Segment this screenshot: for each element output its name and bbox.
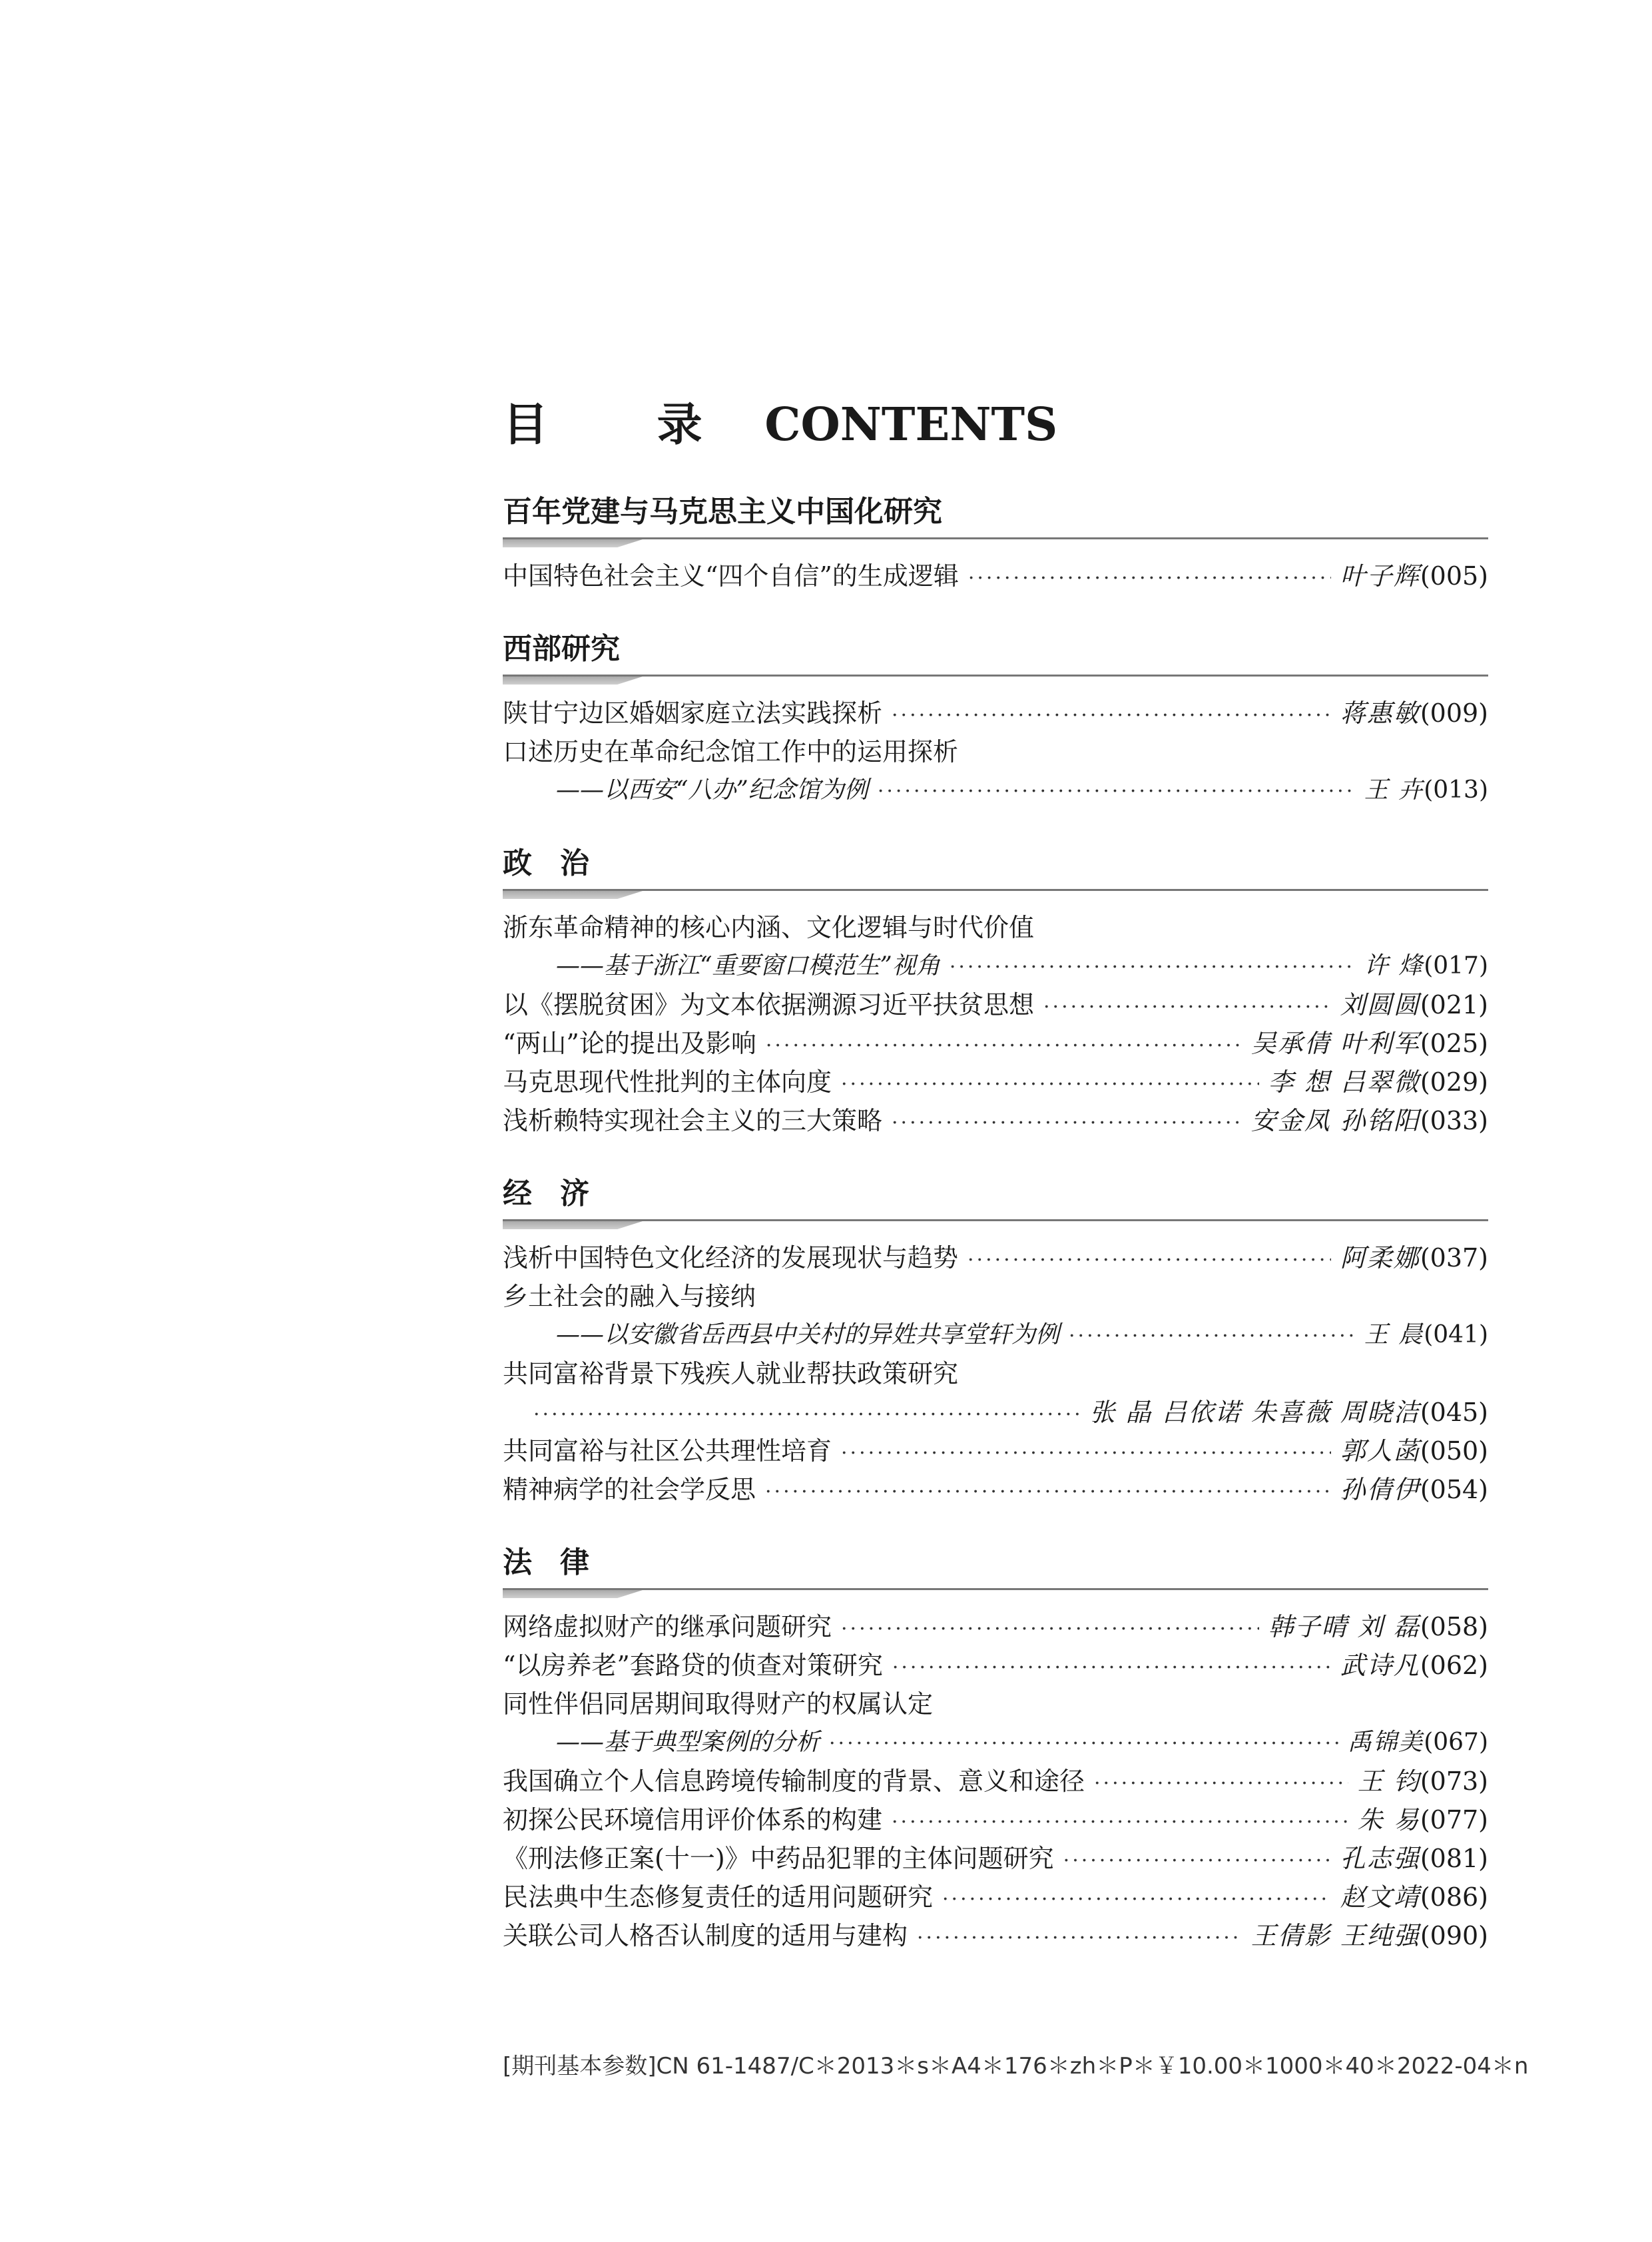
article-author: 郭人菡 bbox=[1340, 1436, 1420, 1466]
toc-entry[interactable] bbox=[503, 694, 1488, 732]
toc-entry[interactable] bbox=[503, 1354, 1488, 1393]
article-author: 安金凤 孙铭阳 bbox=[1250, 1106, 1420, 1135]
dot-leader bbox=[829, 1725, 1338, 1763]
article-author: 蒋惠敏 bbox=[1340, 699, 1420, 728]
dot-leader bbox=[892, 697, 1331, 735]
section-title: 法律 bbox=[503, 1545, 617, 1579]
article-subtitle: ——基于浙江“重要窗口模范生”视角 bbox=[556, 952, 940, 980]
article-subtitle: ——基于典型案例的分析 bbox=[556, 1729, 820, 1756]
article-title: 陕甘宁边区婚姻家庭立法实践探析 bbox=[503, 699, 883, 728]
toc-section bbox=[503, 840, 1488, 1140]
toc-entry[interactable] bbox=[503, 1607, 1488, 1646]
section-divider bbox=[503, 1217, 1488, 1231]
toc-entry[interactable] bbox=[503, 1024, 1488, 1063]
toc-entry[interactable] bbox=[503, 1063, 1488, 1101]
section-title: 西部研究 bbox=[503, 632, 620, 666]
article-subtitle: ——以安徽省岳西县中关村的异姓共享堂轩为例 bbox=[556, 1321, 1060, 1348]
dot-leader bbox=[942, 1880, 1331, 1919]
article-title: 《刑法修正案(十一)》中药品犯罪的主体问题研究 bbox=[503, 1844, 1054, 1873]
page-number: (021) bbox=[1420, 990, 1488, 1019]
article-title: “两山”论的提出及影响 bbox=[503, 1029, 756, 1058]
article-title: 中国特色社会主义“四个自信”的生成逻辑 bbox=[503, 561, 959, 591]
toc-entry[interactable] bbox=[503, 1801, 1488, 1839]
page-number: (058) bbox=[1420, 1612, 1488, 1641]
page-number: (050) bbox=[1420, 1436, 1488, 1466]
page-number: (073) bbox=[1420, 1767, 1488, 1796]
page-number: (090) bbox=[1420, 1921, 1488, 1950]
toc-section bbox=[503, 1540, 1488, 1955]
page-number: (037) bbox=[1420, 1243, 1488, 1272]
article-author: 孔志强 bbox=[1340, 1844, 1420, 1873]
title-chinese: 目 录 bbox=[503, 398, 749, 451]
toc-entry[interactable] bbox=[503, 732, 1488, 771]
toc-entry[interactable] bbox=[503, 985, 1488, 1024]
dot-leader bbox=[765, 1473, 1331, 1512]
article-author: 王 卉 bbox=[1364, 776, 1424, 804]
section-title: 政治 bbox=[503, 846, 617, 880]
article-author: 吴承倩 叶利军 bbox=[1250, 1029, 1420, 1058]
article-title: 精神病学的社会学反思 bbox=[503, 1475, 756, 1504]
article-author: 王 晨 bbox=[1364, 1321, 1424, 1348]
toc-section bbox=[503, 626, 1488, 810]
toc-section bbox=[503, 1171, 1488, 1509]
sections-container bbox=[503, 489, 1488, 1955]
article-author: 武诗凡 bbox=[1340, 1651, 1420, 1680]
journal-parameters: [期刊基本参数]CN 61-1487/C＊2013＊s＊A4＊176＊zh＊P＊￥10.00＊1000＊40＊2022-04＊n bbox=[503, 2053, 1529, 2080]
page-title bbox=[503, 393, 1488, 457]
article-author: 王 钧 bbox=[1357, 1767, 1420, 1796]
toc-subtitle-row[interactable] bbox=[503, 771, 1488, 810]
article-author: 许 烽 bbox=[1364, 952, 1424, 980]
toc-entry[interactable] bbox=[503, 557, 1488, 595]
toc-entry[interactable] bbox=[503, 1393, 1488, 1432]
toc-subtitle-row[interactable] bbox=[503, 947, 1488, 985]
article-title: 口述历史在革命纪念馆工作中的运用探析 bbox=[503, 737, 959, 766]
toc-entry[interactable] bbox=[503, 1762, 1488, 1801]
dot-leader bbox=[878, 772, 1355, 811]
page-number: (062) bbox=[1420, 1651, 1488, 1680]
toc-entry[interactable] bbox=[503, 908, 1488, 947]
page-number: (041) bbox=[1424, 1321, 1488, 1348]
article-title: 初探公民环境信用评价体系的构建 bbox=[503, 1805, 883, 1834]
article-subtitle: ——以西安“八办”纪念馆为例 bbox=[556, 776, 868, 804]
title-english: CONTENTS bbox=[764, 398, 1058, 451]
dot-leader bbox=[892, 1649, 1331, 1687]
toc-entry[interactable] bbox=[503, 1685, 1488, 1723]
article-author: 禹锦美 bbox=[1348, 1729, 1424, 1756]
article-author: 阿柔娜 bbox=[1340, 1243, 1420, 1272]
section-divider bbox=[503, 535, 1488, 549]
article-title: 浅析中国特色文化经济的发展现状与趋势 bbox=[503, 1243, 959, 1272]
article-title: 同性伴侣同居期间取得财产的权属认定 bbox=[503, 1689, 934, 1719]
article-title: “以房养老”套路贷的侦查对策研究 bbox=[503, 1651, 883, 1680]
table-of-contents bbox=[503, 393, 1488, 1986]
page-number: (045) bbox=[1420, 1398, 1488, 1427]
page-number: (005) bbox=[1420, 561, 1488, 591]
dot-leader bbox=[1063, 1842, 1331, 1880]
article-author: 朱 易 bbox=[1357, 1805, 1420, 1834]
article-title: 共同富裕背景下残疾人就业帮扶政策研究 bbox=[503, 1359, 959, 1388]
article-title: 共同富裕与社区公共理性培育 bbox=[503, 1436, 832, 1466]
page-number: (017) bbox=[1424, 952, 1488, 980]
article-author: 韩子晴 刘 磊 bbox=[1268, 1612, 1420, 1641]
toc-section bbox=[503, 489, 1488, 595]
toc-entry[interactable] bbox=[503, 1101, 1488, 1140]
dot-leader bbox=[1094, 1765, 1348, 1803]
dot-leader bbox=[917, 1919, 1242, 1958]
article-title: 民法典中生态修复责任的适用问题研究 bbox=[503, 1882, 934, 1912]
section-divider bbox=[503, 887, 1488, 900]
dot-leader bbox=[841, 1065, 1259, 1104]
article-author: 张 晶 吕依诺 朱喜薇 周晓洁 bbox=[1089, 1398, 1420, 1427]
dot-leader bbox=[950, 948, 1355, 987]
section-title: 百年党建与马克思主义中国化研究 bbox=[503, 495, 942, 529]
article-title: 乡土社会的融入与接纳 bbox=[503, 1282, 756, 1311]
dot-leader bbox=[968, 559, 1331, 598]
page-number: (054) bbox=[1420, 1475, 1488, 1504]
article-author: 李 想 吕翠微 bbox=[1268, 1067, 1420, 1097]
article-author: 王倩影 王纯强 bbox=[1250, 1921, 1420, 1950]
article-title: 浅析赖特实现社会主义的三大策略 bbox=[503, 1106, 883, 1135]
section-divider bbox=[503, 673, 1488, 686]
article-author: 孙倩伊 bbox=[1340, 1475, 1420, 1504]
toc-entry[interactable] bbox=[503, 1432, 1488, 1470]
dot-leader bbox=[1043, 988, 1331, 1027]
page-number: (033) bbox=[1420, 1106, 1488, 1135]
toc-entry[interactable] bbox=[503, 1646, 1488, 1685]
page-number: (009) bbox=[1420, 699, 1488, 728]
article-author: 赵文靖 bbox=[1340, 1882, 1420, 1912]
dot-leader bbox=[1069, 1317, 1355, 1356]
dot-leader bbox=[967, 1241, 1331, 1280]
page-number: (067) bbox=[1424, 1729, 1488, 1756]
toc-entry[interactable] bbox=[503, 1916, 1488, 1955]
toc-entry[interactable] bbox=[503, 1470, 1488, 1509]
article-title: 关联公司人格否认制度的适用与建构 bbox=[503, 1921, 908, 1950]
section-divider bbox=[503, 1586, 1488, 1599]
dot-leader bbox=[841, 1610, 1259, 1649]
page-number: (029) bbox=[1420, 1067, 1488, 1097]
section-title: 经济 bbox=[503, 1177, 617, 1211]
dot-leader bbox=[892, 1803, 1348, 1842]
page-number: (025) bbox=[1420, 1029, 1488, 1058]
article-title: 网络虚拟财产的继承问题研究 bbox=[503, 1612, 832, 1641]
toc-entry[interactable] bbox=[503, 1878, 1488, 1916]
toc-subtitle-row[interactable] bbox=[503, 1723, 1488, 1762]
article-title: 马克思现代性批判的主体向度 bbox=[503, 1067, 832, 1097]
page-number: (086) bbox=[1420, 1882, 1488, 1912]
toc-entry[interactable] bbox=[503, 1239, 1488, 1277]
toc-entry[interactable] bbox=[503, 1277, 1488, 1316]
toc-subtitle-row[interactable] bbox=[503, 1316, 1488, 1354]
page-number: (077) bbox=[1420, 1805, 1488, 1834]
article-title: 以《摆脱贫困》为文本依据溯源习近平扶贫思想 bbox=[503, 990, 1035, 1019]
dot-leader bbox=[766, 1027, 1242, 1065]
article-title: 浙东革命精神的核心内涵、文化逻辑与时代价值 bbox=[503, 913, 1035, 942]
page-number: (013) bbox=[1424, 776, 1488, 804]
article-author: 叶子辉 bbox=[1340, 561, 1420, 591]
dot-leader bbox=[892, 1104, 1242, 1143]
toc-entry[interactable] bbox=[503, 1839, 1488, 1878]
article-title: 我国确立个人信息跨境传输制度的背景、意义和途径 bbox=[503, 1767, 1085, 1796]
page-number: (081) bbox=[1420, 1844, 1488, 1873]
dot-leader bbox=[533, 1396, 1080, 1434]
dot-leader bbox=[841, 1434, 1331, 1473]
article-author: 刘圆圆 bbox=[1340, 990, 1420, 1019]
